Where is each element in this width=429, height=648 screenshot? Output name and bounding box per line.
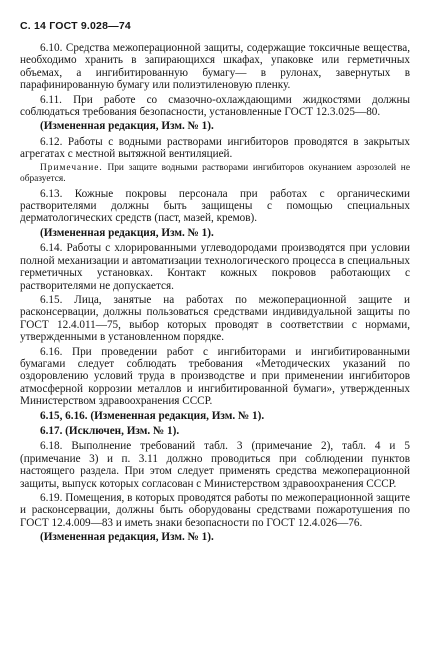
document-body [20, 42, 410, 547]
amendment-note: (Измененная редакция, Изм. № 1). [40, 226, 214, 239]
amendment-note: (Измененная редакция, Изм. № 1). [40, 120, 214, 133]
paragraph-6-14: 6.14. Работы с хлорированными углеводородами производятся при условии полной механизации и автоматизации технологического процесса в специальных герметичных установках. Контакт кожных покровов работающих с растворителями не допускается. [20, 242, 410, 292]
amendment-note: 6.15, 6.16. (Измененная редакция, Изм. № 1). [40, 409, 265, 422]
paragraph-6-11: 6.11. При работе со смазочно-охлаждающими жидкостями должны соблюдаться требования безопасности, установленные ГОСТ 12.3.025—80. [20, 93, 410, 119]
paragraph-6-12: 6.12. Работы с водными растворами ингибиторов проводятся в закрытых агрегатах с местной вытяжной вентиляцией. [20, 135, 410, 161]
paragraph-6-13: 6.13. Кожные покровы персонала при работах с органическими растворителями должны быть защищены с помощью специальных дерматологических средств (паст, мазей, кремов). [20, 187, 410, 225]
paragraph-6-16: 6.16. При проведении работ с ингибиторами и ингибитированными бумагами следует соблюдать требования «Методических указаний по оздоровлению условий труда в производстве и при применении ингибиторов атмосферной коррозии металлов и ингибитированной бумаги», утвержденных Министерством здравоохранения СССР. [20, 345, 410, 408]
paragraph-6-18: 6.18. Выполнение требований табл. 3 (примечание 2), табл. 4 и 5 (примечание 3) и п. 3.11 должно проводиться при соблюдении пунктов настоящего раздела. При этом следует применять средства межоперационной защиты, выпуск которых согласован с Министерством здравоохранения СССР. [20, 440, 410, 490]
remark-note [20, 163, 410, 185]
paragraph-6-10: 6.10. Средства межоперационной защиты, содержащие токсичные вещества, необходимо хранить в запирающихся шкафах, упаковке или герметичных объемах, а ингибитированную бумагу— в рулонах, завернутых в парафинированную бумагу или полиэтиленовую пленку. [20, 42, 410, 92]
paragraph-6-19: 6.19. Помещения, в которых проводятся работы по межоперационной защите и расконсервации, должны быть оборудованы средствами пожаротушения по ГОСТ 12.4.009—83 и иметь знаки безопасности по ГОСТ 12.4.026—76. [20, 492, 410, 529]
excluded-note: 6.17. (Исключен, Изм. № 1). [40, 424, 180, 437]
paragraph-6-15: 6.15. Лица, занятые на работах по межоперационной защите и расконсервации, должны пользоваться средствами индивидуальной защиты по ГОСТ 12.4.011—75, выбор которых проводят в соответствии с нормами, утвержденными в установленном порядке. [20, 293, 410, 344]
amendment-note: (Измененная редакция, Изм. № 1). [40, 531, 214, 544]
remark-text: При защите водными растворами ингибиторов окунанием аэрозолей не образуется. [20, 162, 410, 184]
page-header: С. 14 ГОСТ 9.028—74 [20, 20, 131, 32]
remark-label: Примечание. [40, 162, 103, 173]
